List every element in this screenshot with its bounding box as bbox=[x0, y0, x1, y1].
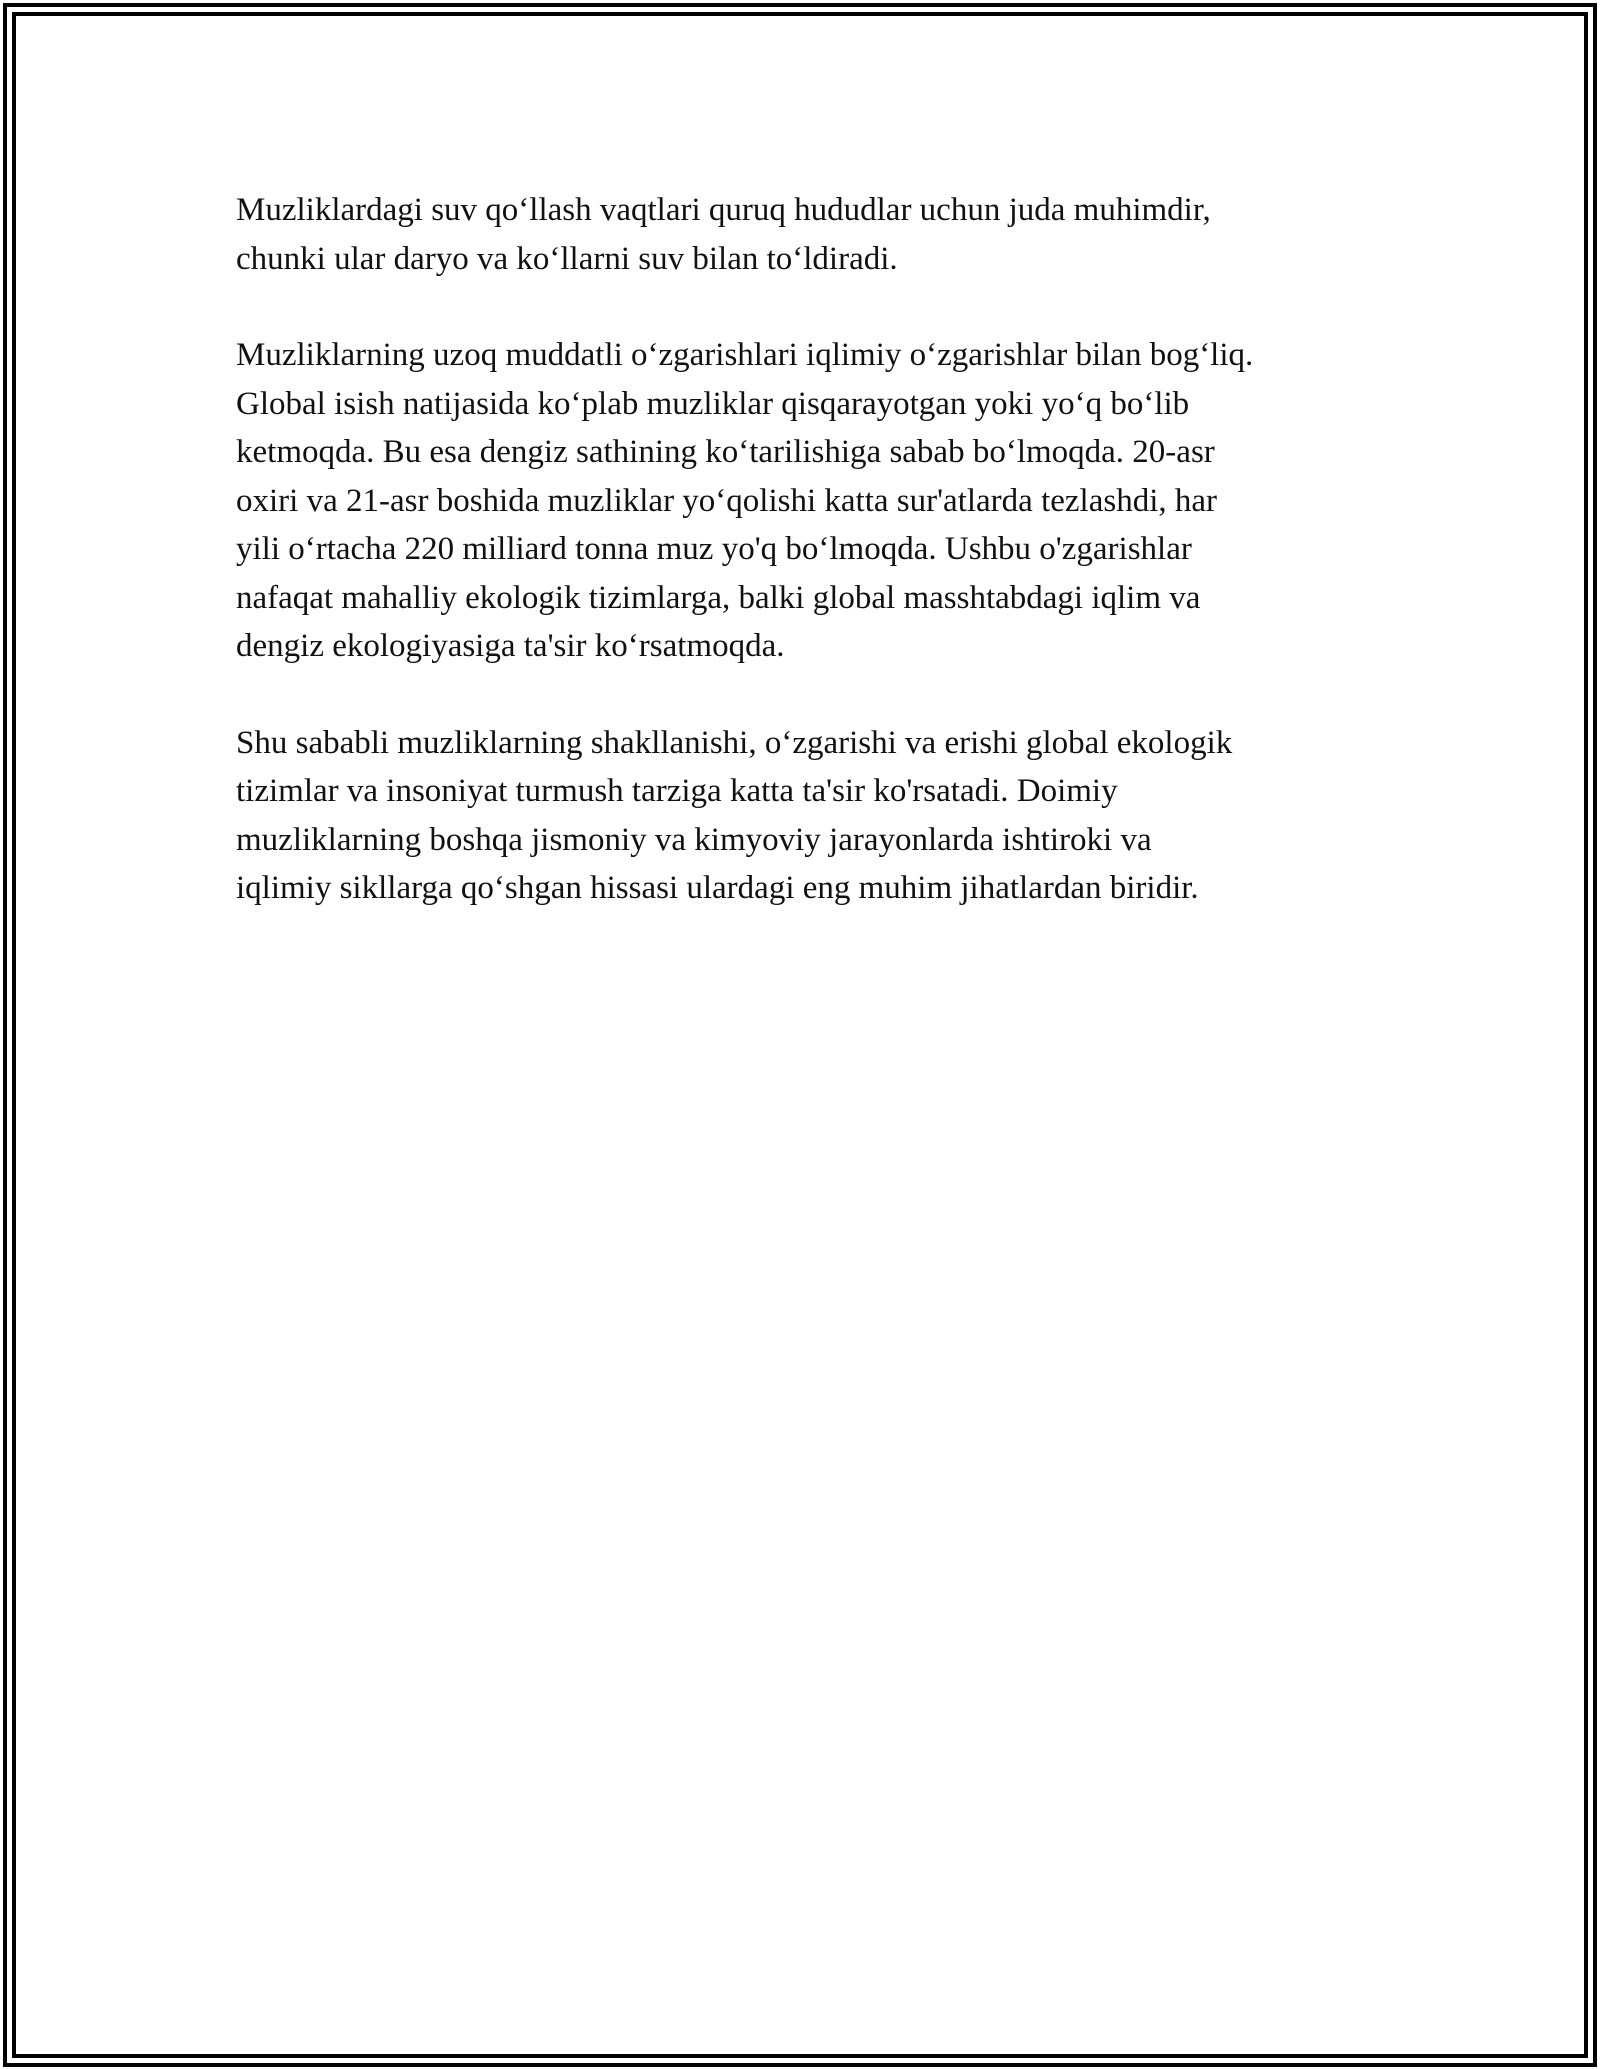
paragraph-2: Muzliklarning uzoq muddatli o‘zgarishlari iqlimiy o‘zgarishlar bilan bog‘liq. Global isish natijasida ko‘plab muzliklar qisqarayotgan yoki yo‘q bo‘lib ketmoqda. Bu esa dengiz sathining ko‘tarilishiga sabab bo‘lmoqda. 20-asr oxiri va 21-asr boshida muzliklar yo‘qolishi katta sur'atlarda tezlashdi, har yili o‘rtacha 220 milliard tonna muz yo'q bo‘lmoqda. Ushbu o'zgarishlar nafaqat mahalliy ekologik tizimlarga, balki global masshtabdagi iqlim va dengiz ekologiyasiga ta'sir ko‘rsatmoqda. bbox=[236, 337, 1254, 664]
paragraph-3: Shu sababli muzliklarning shakllanishi, o‘zgarishi va erishi global ekologik tizimlar va insoniyat turmush tarziga katta ta'sir ko'rsatadi. Doimiy muzliklarning boshqa jismoniy va kimyoviy jarayonlarda ishtiroki va iqlimiy sikllarga qo‘shgan hissasi ulardagi eng muhim jihatlardan biridir. bbox=[236, 724, 1233, 906]
paragraph-1: Muzliklardagi suv qo‘llash vaqtlari quruq hududlar uchun juda muhimdir, chunki ular daryo va ko‘llarni suv bilan to‘ldiradi. bbox=[236, 192, 1211, 277]
document-body bbox=[236, 186, 1376, 961]
